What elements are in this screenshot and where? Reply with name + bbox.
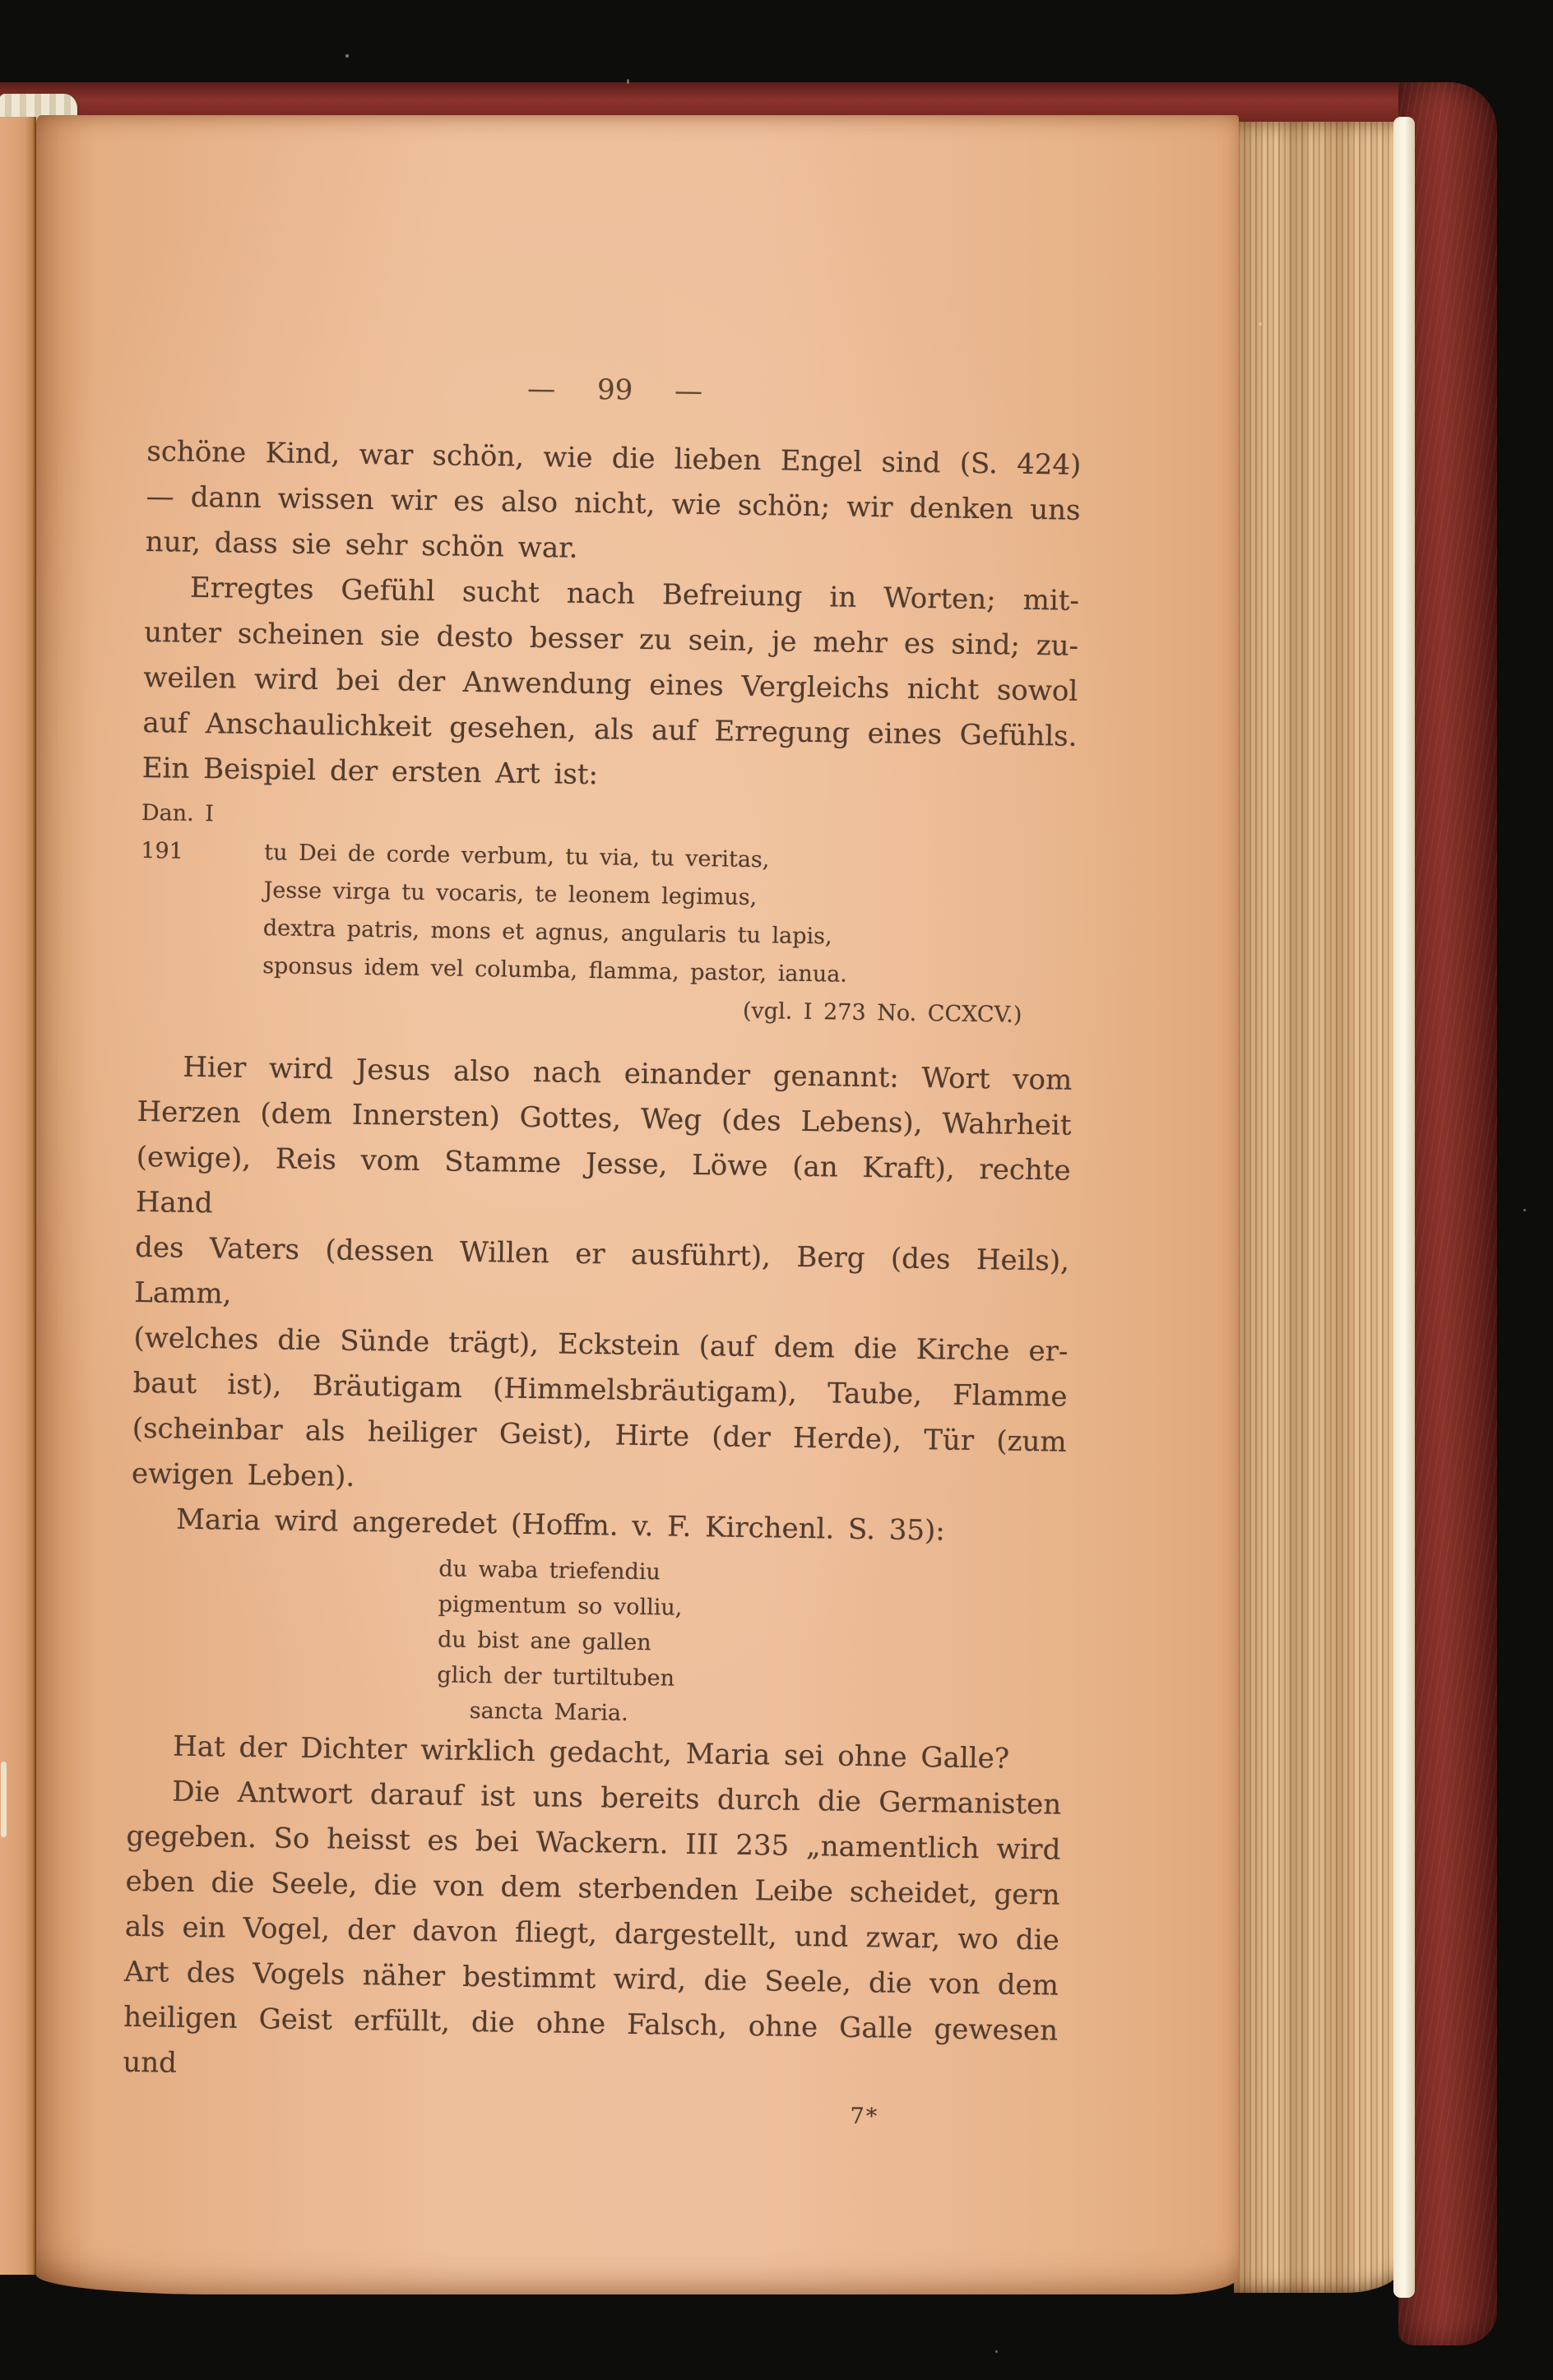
text-line: du waba triefendiu <box>438 1556 661 1586</box>
latin-quote-block <box>138 794 1076 1035</box>
scratch-mark <box>1 1762 7 1837</box>
text-line: Art des Vogels näher bestimmt wird, die Seele, die von dem <box>123 1955 1059 2003</box>
dust-speck <box>345 54 349 58</box>
old-german-poem <box>436 1551 1064 1737</box>
text-line <box>141 794 1076 884</box>
text-line: (scheinbar als heiliger Geist), Hirte (der Herde), Tür (zum <box>132 1411 1068 1459</box>
gutter-page-edge <box>0 117 36 2275</box>
text-line: glich der turtiltuben <box>437 1662 675 1692</box>
text-line: nur, dass sie sehr schön war. <box>145 525 578 565</box>
text-line: unter scheinen sie desto besser zu sein, je mehr es sind; zu- <box>143 615 1079 663</box>
text-line: heiligen Geist erfüllt, die ohne Falsch, ohne Galle gewesen und <box>123 2000 1059 2080</box>
signature-mark: 7* <box>850 2103 879 2130</box>
text-line: pigmentum so volliu, <box>438 1591 683 1621</box>
quote-attribution: (vgl. I 273 No. CCXCV.) <box>742 998 1022 1028</box>
text-line: Herzen (dem Innersten) Gottes, Weg (des Lebens), Wahrheit <box>137 1095 1072 1142</box>
text-line: dextra patris, mons et agnus, angularis tu lapis, <box>262 915 832 950</box>
text-line: sancta Maria. <box>469 1697 628 1726</box>
text-line: (welches die Sünde trägt), Eckstein (auf dem die Kirche er- <box>133 1321 1069 1368</box>
text-line: Erregtes Gefühl sucht nach Befreiung in Worten; mit- <box>189 571 1080 618</box>
page-text <box>122 367 1082 2139</box>
text-line: sponsus idem vel columba, flamma, pastor, ianua. <box>262 953 848 988</box>
paragraph <box>132 1044 1073 1511</box>
page-number-header: — 99 — <box>526 372 703 409</box>
text-line: baut ist), Bräutigam (Himmelsbräutigam), Taube, Flamme <box>132 1366 1068 1414</box>
text-line: ewigen Leben). <box>131 1456 355 1493</box>
text-line: Die Antwort darauf ist uns bereits durch die Germanisten <box>172 1775 1062 1822</box>
paragraph <box>145 429 1081 579</box>
quote-source-label: Dan. I 191 <box>141 799 215 864</box>
quote-verse: tu Dei de corde verbum, tu via, tu veritas, <box>264 840 770 873</box>
flyleaf-edge <box>1393 117 1415 2298</box>
text-line: schöne Kind, war schön, wie die lieben Engel sind (S. 424) <box>146 434 1082 482</box>
paragraph <box>141 565 1079 805</box>
text-line: als ein Vogel, der davon fliegt, dargestellt, und zwar, wo die <box>124 1910 1060 1957</box>
dust-speck <box>1523 1209 1526 1211</box>
text-line: Ein Beispiel der ersten Art ist: <box>141 751 599 792</box>
page-stack-fore-edge <box>1234 122 1403 2293</box>
text-line: gegeben. So heisst es bei Wackern. III 235 „namentlich wird <box>126 1819 1061 1867</box>
text-line: eben die Seele, die von dem sterbenden Leibe scheidet, gern <box>125 1864 1060 1912</box>
dust-speck <box>627 79 629 84</box>
text-line: du bist ane gallen <box>437 1627 651 1656</box>
text-line: Hat der Dichter wirklich gedacht, Maria sei ohne Galle? <box>172 1729 1010 1776</box>
text-line: Hier wird Jesus also nach einander genannt: Wort vom <box>183 1050 1073 1097</box>
text-line: Maria wird angeredet (Hoffm. v. F. Kirchenl. S. 35): <box>175 1503 946 1548</box>
text-line: weilen wird bei der Anwendung eines Vergleichs nicht sowol <box>143 660 1078 708</box>
text-line: — dann wissen wir es also nicht, wie schön; wir denken uns <box>146 479 1081 527</box>
text-line: auf Anschaulichkeit gesehen, als auf Erregung eines Gefühls. <box>142 706 1078 753</box>
text-line: Jesse virga tu vocaris, te leonem legimus, <box>263 877 758 911</box>
paragraph <box>123 1769 1062 2100</box>
text-line: des Vaters (dessen Willen er ausführt), Berg (des Heils), Lamm, <box>133 1230 1070 1311</box>
dust-speck <box>1259 322 1262 326</box>
dust-speck <box>995 2350 998 2353</box>
text-line: (ewige), Reis vom Stamme Jesse, Löwe (an Kraft), rechte Hand <box>135 1140 1071 1220</box>
